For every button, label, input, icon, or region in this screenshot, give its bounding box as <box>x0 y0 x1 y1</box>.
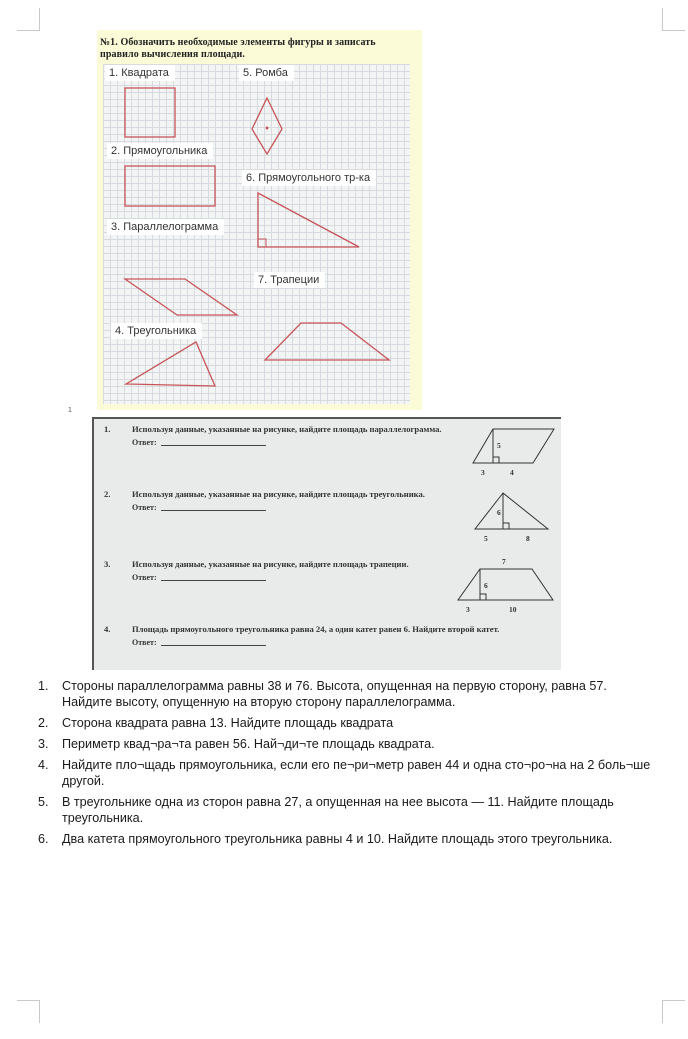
problem-item <box>38 715 658 731</box>
right-triangle-shape <box>258 193 359 247</box>
answer-line[interactable] <box>161 510 266 511</box>
problem-text: Сторона квадрата равна 13. Найдите площадь квадрата <box>62 716 394 730</box>
parallelogram-figure <box>470 423 556 479</box>
rectangle-shape <box>125 166 215 206</box>
triangle-shape <box>126 342 215 386</box>
problem-number: 5. <box>38 795 49 809</box>
task-number: 2. <box>104 489 111 499</box>
problem-item <box>38 831 658 847</box>
page-corner-mark <box>17 1000 40 1023</box>
problem-number: 1. <box>38 679 49 693</box>
problem-text: Периметр квад¬ра¬та равен 56. Най¬ди¬те площадь квадрата. <box>62 737 435 751</box>
problem-item <box>38 757 658 789</box>
task-text: Используя данные, указанные на рисунке, найдите площадь треугольника. <box>132 489 425 499</box>
test-task <box>104 489 449 513</box>
worksheet-title: №1. Обозначить необходимые элементы фигуры и записать правило вычисления площади. <box>100 37 376 60</box>
problem-text: Два катета прямоугольного треугольника равны 4 и 10. Найдите площадь этого треугольника. <box>62 832 613 846</box>
page-corner-mark <box>17 8 40 31</box>
label-base-left: 3 <box>466 605 470 614</box>
label-height: 5 <box>497 441 501 450</box>
task-text: Используя данные, указанные на рисунке, найдите площадь трапеции. <box>132 559 409 569</box>
problem-text: В треугольнике одна из сторон равна 27, а опущенная на нее высота — 11. Найдите площадь треугольника. <box>62 795 614 825</box>
problem-list <box>38 678 658 852</box>
task-number: 3. <box>104 559 111 569</box>
shapes-worksheet <box>97 30 422 410</box>
label-base-left: 5 <box>484 534 488 543</box>
problem-text: Стороны параллелограмма равны 38 и 76. Высота, опущенная на первую сторону, равна 57. Найдите высоту, опущенную на вторую сторону параллелограмма. <box>62 679 607 709</box>
trapezoid-shape <box>265 323 389 360</box>
label-parallelogram: 3. Параллелограмма <box>107 219 224 235</box>
label-rhombus: 5. Ромба <box>239 65 294 81</box>
label-rectangle: 2. Прямоугольника <box>107 143 213 159</box>
test-task <box>104 624 534 648</box>
answer-field[interactable] <box>132 437 449 448</box>
problem-item <box>38 678 658 710</box>
parallelogram-shape <box>125 279 237 315</box>
answer-label: Ответ: <box>132 503 157 512</box>
label-right-triangle: 6. Прямоугольного тр-ка <box>242 170 376 186</box>
label-height: 6 <box>484 581 488 590</box>
rhombus-shape <box>252 98 282 154</box>
answer-label: Ответ: <box>132 638 157 647</box>
trapezoid-figure <box>456 555 556 617</box>
stray-mark: 1 <box>68 407 72 414</box>
problem-number: 2. <box>38 716 49 730</box>
answer-field[interactable] <box>132 572 449 583</box>
answer-label: Ответ: <box>132 573 157 582</box>
label-trapezoid: 7. Трапеции <box>254 272 325 288</box>
answer-line[interactable] <box>161 580 266 581</box>
problem-item <box>38 794 658 826</box>
problem-text: Найдите пло¬щадь прямоугольника, если его пе¬ри¬метр равен 44 и одна сто¬ро¬на на 2 боль¬ше другой. <box>62 758 651 788</box>
label-height: 6 <box>497 508 501 517</box>
test-task <box>104 424 449 448</box>
answer-field[interactable] <box>132 637 534 648</box>
answer-field[interactable] <box>132 502 449 513</box>
label-square: 1. Квадрата <box>105 65 175 81</box>
problem-item <box>38 736 658 752</box>
page-corner-mark <box>662 8 685 31</box>
label-triangle: 4. Треугольника <box>111 323 202 339</box>
problem-number: 4. <box>38 758 49 772</box>
square-shape <box>125 88 175 137</box>
task-number: 4. <box>104 624 111 634</box>
label-base-left: 3 <box>481 468 485 477</box>
task-text: Площадь прямоугольного треугольника равна 24, а один катет равен 6. Найдите второй катет. <box>132 624 500 634</box>
task-text: Используя данные, указанные на рисунке, найдите площадь параллелограмма. <box>132 424 442 434</box>
label-base-right: 4 <box>510 468 514 477</box>
task-number: 1. <box>104 424 111 434</box>
answer-line[interactable] <box>161 645 266 646</box>
test-task <box>104 559 449 583</box>
test-panel <box>92 417 561 670</box>
label-base-right: 10 <box>509 605 517 614</box>
problem-number: 6. <box>38 832 49 846</box>
triangle-figure <box>470 487 556 545</box>
label-top-base: 7 <box>502 557 506 566</box>
answer-line[interactable] <box>161 445 266 446</box>
page-corner-mark <box>662 1000 685 1023</box>
answer-label: Ответ: <box>132 438 157 447</box>
problem-number: 3. <box>38 737 49 751</box>
label-base-right: 8 <box>526 534 530 543</box>
